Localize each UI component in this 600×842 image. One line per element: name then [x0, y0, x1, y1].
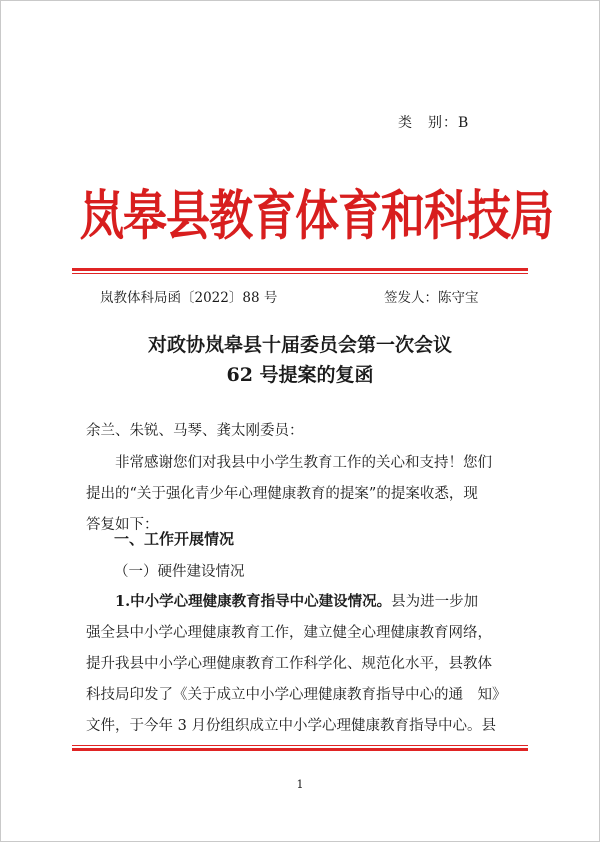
paragraph-line: 提升我县中小学心理健康教育工作科学化、规范化水平，县教体: [86, 656, 492, 672]
document-title: [72, 330, 528, 390]
section-heading: 一、工作开展情况: [114, 530, 235, 548]
masthead-title: 岚皋县教育体育和科技局: [80, 185, 553, 248]
subsection-heading: （一）硬件建设情况: [114, 564, 245, 580]
salutation: 余兰、朱锐、马琴、龚太刚委员：: [86, 423, 304, 439]
paragraph-line: 强全县中小学心理健康教育工作，建立健全心理健康教育网络，: [86, 625, 492, 641]
header-rule-thick: [72, 268, 528, 271]
title-line-1: 对政协岚皋县十届委员会第一次会议: [147, 334, 452, 356]
paragraph-lead: 1.中小学心理健康教育指导中心建设情况。: [115, 593, 392, 610]
paragraph-line: 提出的“关于强化青少年心理健康教育的提案”的提案收悉，现: [86, 486, 478, 502]
paragraph-line: 文件，于今年 3 月份组织成立中小学心理健康教育指导中心。县: [86, 718, 496, 734]
paragraph-line: [86, 586, 520, 618]
paragraph-line-text: 县为进一步加: [391, 594, 479, 610]
signer: 签发人：陈守宝: [384, 290, 479, 306]
paragraph-line: 答复如下：: [86, 517, 159, 533]
page-number: 1: [296, 778, 304, 791]
header-rule-thin: [72, 273, 528, 274]
document-number: 岚教体科局函〔2022〕88 号: [100, 290, 278, 306]
footer-rule-thick: [72, 748, 528, 751]
paragraph-center-construction: [86, 586, 520, 742]
paragraph-line: 科技局印发了《关于成立中小学心理健康教育指导中心的通 知》: [86, 687, 507, 703]
title-line-2: 62 号提案的复函: [226, 364, 374, 386]
document-category: 类 别：B: [398, 115, 470, 131]
footer-rule-thin: [72, 745, 528, 746]
paragraph-line: 非常感谢您们对我县中小学生教育工作的关心和支持！您们: [115, 455, 492, 471]
